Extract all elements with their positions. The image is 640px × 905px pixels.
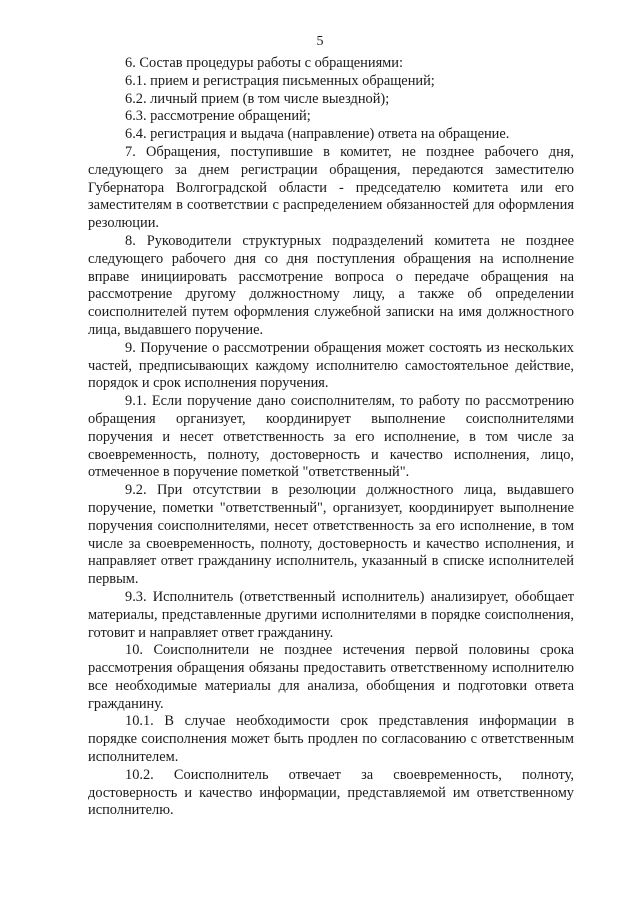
paragraph-8: 8. Руководители структурных подразделений комитета не позднее следующего рабочего дня со дня поступления обращения на исполнение вправе инициировать рассмотрение вопроса о передаче обращения на рассмотрение другому должностному лицу, а также об определении соисполнителей путем оформления служебной записки на имя должностного лица, выдавшего поручение. [88,232,574,338]
paragraph-10-2: 10.2. Соисполнитель отвечает за своевременность, полноту, достоверность и качество информации, представляемой им ответственному исполнителю. [88,766,574,819]
list-item-6-3: 6.3. рассмотрение обращений; [125,108,311,125]
paragraph-9: 9. Поручение о рассмотрении обращения может состоять из нескольких частей, предписывающих каждому исполнителю самостоятельное действие, порядок и срок исполнения поручения. [88,339,574,392]
paragraph-10-1: 10.1. В случае необходимости срок представления информации в порядке соисполнения может быть продлен по согласованию с ответственным исполнителем. [88,713,574,766]
list-item-6-1: 6.1. прием и регистрация письменных обращений; [125,72,435,89]
list-item-6-2: 6.2. личный прием (в том числе выездной); [125,90,390,107]
list-item-6-4: 6.4. регистрация и выдача (направление) ответа на обращение. [125,126,510,143]
page-number: 5 [316,34,324,49]
document-body [88,55,574,820]
paragraph-9-1: 9.1. Если поручение дано соисполнителям, то работу по рассмотрению обращения организует, координирует выполнение соисполнителями поручения и несет ответственность за его исполнение, в том числе за своевременность, полноту, достоверность и качество исполнения, лицо, отмеченное в поручение пометкой "ответственный". [88,393,574,481]
list-item-6: 6. Состав процедуры работы с обращениями: [125,55,403,71]
paragraph-10: 10. Соисполнители не позднее истечения первой половины срока рассмотрения обращения обязаны предоставить ответственному исполнителю все необходимые материалы для анализа, обобщения и подготовки ответа гражданину. [88,642,574,712]
paragraph-7: 7. Обращения, поступившие в комитет, не позднее рабочего дня, следующего за днем регистрации обращения, передаются заместителю Губернатора Волгоградской области - председателю комитета или его заместителям в соответствии с распределением обязанностей для оформления резолюции. [88,143,574,232]
paragraph-9-3: 9.3. Исполнитель (ответственный исполнитель) анализирует, обобщает материалы, представленные другими исполнителями в порядке соисполнения, готовит и направляет ответ гражданину. [88,588,574,641]
paragraph-9-2: 9.2. При отсутствии в резолюции должностного лица, выдавшего поручение, пометки "ответственный", организует, координирует выполнение поручения соисполнителями, несет ответственность за его исполнение, в том числе за своевременность, полноту, достоверность и качество исполнения, и направляет ответ гражданину исполнитель, указанный в списке исполнителей первым. [88,482,574,588]
